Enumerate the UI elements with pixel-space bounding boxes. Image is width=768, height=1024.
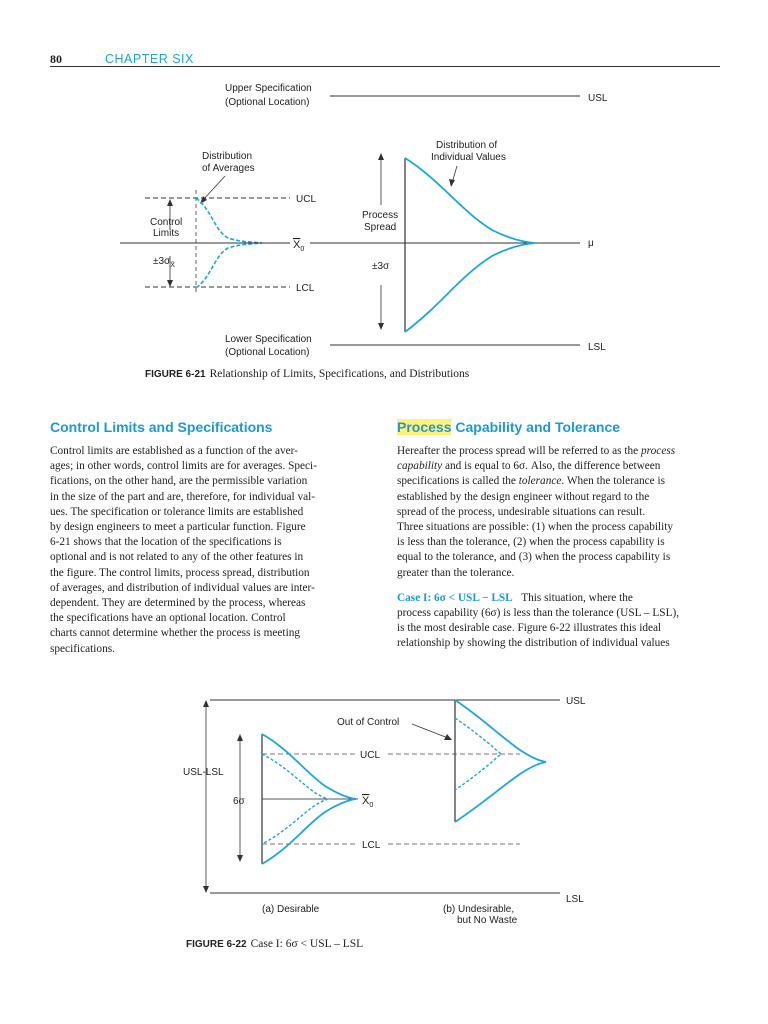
dist-individual-label-1: Distribution of (436, 140, 498, 151)
left-line: in the size of the part and are, therefore, for individual val- (50, 490, 316, 503)
lcl-label: LCL (296, 283, 315, 294)
control-limits-arrowhead-up (167, 199, 173, 206)
right-line: is less than the tolerance, (2) when the process capability is (397, 536, 665, 549)
process-spread-label-2: Spread (364, 222, 397, 233)
left-line: Control limits are established as a function of the aver- (50, 445, 298, 457)
case-i-line: Case I: 6σ < USL − LSL This situation, where the (397, 591, 633, 604)
heading-highlight: Process (397, 419, 452, 435)
left-line: ages; in other words, control limits are for averages. Speci- (50, 460, 317, 473)
figure-6-21-caption-label: FIGURE 6-21 (145, 369, 206, 380)
six-sigma-arrowhead-up (237, 734, 243, 741)
process-spread-arrowhead-down (378, 323, 384, 330)
right-line: established by the design engineer without regard to the (397, 490, 650, 503)
dist-averages-label-1: Distribution (202, 151, 253, 162)
right-line: relationship by showing the distribution of individual values (397, 637, 670, 650)
right-section-heading: Process Capability and Tolerance (397, 419, 621, 435)
header-rule (50, 66, 720, 67)
dist-averages-label-2: of Averages (202, 163, 255, 174)
figure-6-22 (0, 688, 768, 933)
figure-6-22-caption-text: Case I: 6σ < USL – LSL (250, 938, 364, 950)
lower-spec-optional-label: (Optional Location) (225, 347, 310, 358)
figure-6-21-caption-text: Relationship of Limits, Specifications, and Distributions (209, 368, 470, 380)
right-line: specifications is called the tolerance. When the tolerance is (397, 475, 666, 488)
right-line: is the most desirable case. Figure 6-22 illustrates this ideal (397, 622, 662, 635)
out-of-control-pointer (412, 724, 448, 738)
out-of-control-label: Out of Control (337, 717, 400, 728)
right-line: spread of the process, undesirable situations can result. (397, 505, 646, 518)
undesirable-individual-curve (455, 700, 546, 822)
control-limits-arrowhead-down (167, 280, 173, 287)
dist-individual-label-2: Individual Values (431, 152, 506, 163)
usl-label: USL (588, 93, 608, 104)
ucl-label: UCL (296, 194, 317, 205)
left-column (50, 419, 373, 657)
six-sigma-arrowhead-down (237, 855, 243, 862)
right-section-body (397, 444, 720, 652)
upper-spec-optional-label: (Optional Location) (225, 97, 310, 108)
figure-6-21-caption (145, 364, 469, 382)
left-line: specifications. (50, 642, 115, 655)
x0-label: $X_0$ (362, 795, 374, 809)
process-spread-arrowhead-up (378, 153, 384, 160)
left-line: fications, on the other hand, are the permissible variation (50, 475, 308, 488)
right-line: capability and is equal to 6σ. Also, the difference between (397, 460, 661, 473)
lsl-label: LSL (566, 894, 584, 905)
x0-label: $X_0$ (293, 239, 305, 253)
right-line: Hereafter the process spread will be referred to as the process (397, 445, 676, 457)
usl-lsl-arrowhead-up (203, 700, 209, 707)
page-number: 80 (50, 52, 62, 66)
upper-spec-label: Upper Specification (225, 83, 312, 94)
left-line: of averages, and distribution of individual values are inter- (50, 581, 315, 594)
mu-label: μ (588, 238, 594, 249)
case-i-heading: Case I: 6σ < USL − LSL (397, 591, 513, 604)
figure-6-22-caption-label: FIGURE 6-22 (186, 939, 247, 950)
control-limits-label-1: Control (150, 217, 183, 228)
dist-individual-arrowhead (449, 179, 455, 187)
right-line: greater than the tolerance. (397, 566, 515, 579)
right-line: equal to the tolerance, and (3) when the process capability is (397, 551, 671, 564)
figure-6-21 (0, 70, 768, 370)
lsl-label: LSL (588, 342, 606, 353)
left-line: by design engineers to meet a particular function. Figure (50, 521, 306, 534)
left-line: the figure. The control limits, process spread, distribution (50, 566, 310, 579)
control-limits-label-2: Limits (153, 228, 180, 239)
dist-averages-pointer (203, 176, 225, 200)
right-column (397, 419, 720, 652)
left-line: optional and is not related to any of the other features in (50, 551, 304, 564)
undesirable-label-2: but No Waste (457, 915, 518, 926)
individual-distribution-curve (405, 158, 535, 332)
usl-label: USL (566, 696, 586, 707)
left-line: charts cannot determine whether the process is meeting (50, 627, 301, 640)
left-line: 6-21 shows that the location of the specifications is (50, 536, 282, 549)
left-line: dependent. They are determined by the process, whereas (50, 597, 306, 610)
right-line: process capability (6σ) is less than the tolerance (USL – LSL), (397, 607, 680, 620)
process-spread-label-1: Process (362, 210, 399, 221)
pm3sigma-xbar-label: $\pm 3\sigma_{X̄}$ (153, 256, 175, 269)
right-line: Three situations are possible: (1) when the process capability (397, 521, 674, 534)
lcl-label: LCL (362, 840, 381, 851)
ucl-label: UCL (360, 750, 381, 761)
pm3sigma-label: ±3σ (372, 261, 390, 272)
chapter-title: CHAPTER SIX (105, 52, 194, 66)
usl-lsl-label: USL-LSL (183, 767, 224, 778)
left-line: the specifications have an optional location. Control (50, 612, 286, 625)
lower-spec-label: Lower Specification (225, 334, 312, 345)
figure-6-22-caption (186, 934, 363, 952)
left-line: ues. The specification or tolerance limits are established (50, 505, 304, 518)
left-section-body (50, 444, 373, 657)
undesirable-label-1: (b) Undesirable, (443, 904, 515, 915)
left-section-heading: Control Limits and Specifications (50, 419, 273, 435)
desirable-label: (a) Desirable (262, 904, 320, 915)
usl-lsl-arrowhead-down (203, 886, 209, 893)
six-sigma-label: 6σ (233, 796, 245, 807)
